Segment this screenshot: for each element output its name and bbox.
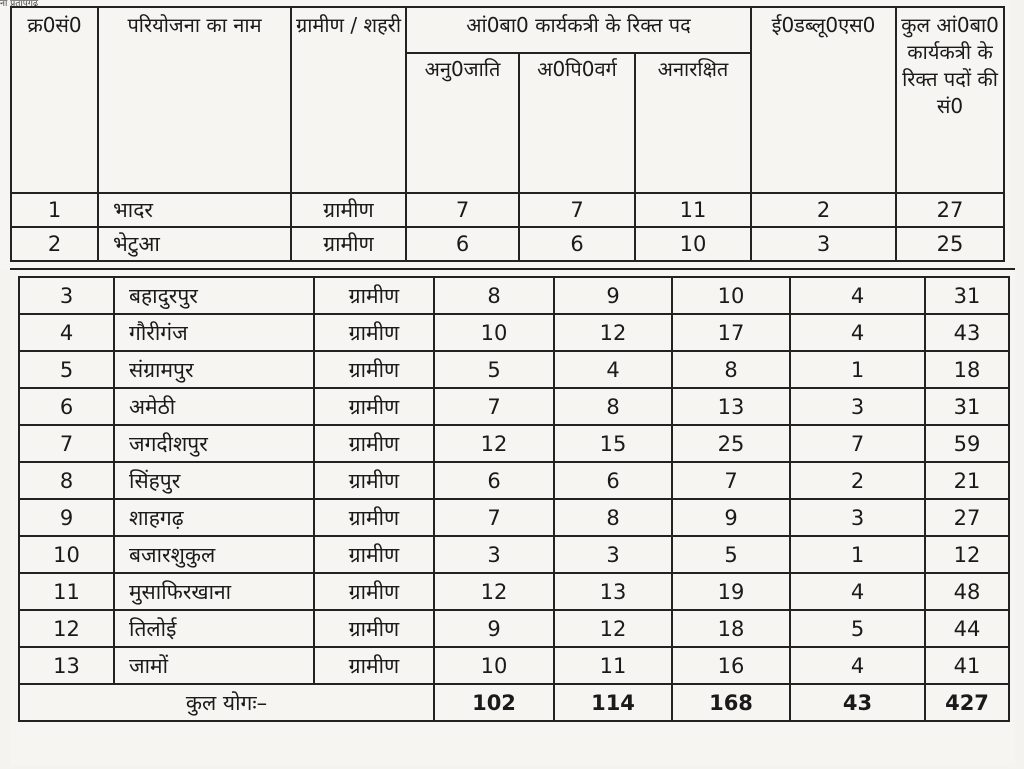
sc-cell: 6 xyxy=(406,227,519,261)
vacancy-table-body-part xyxy=(18,276,1010,722)
sc-cell: 12 xyxy=(434,573,554,610)
sc-cell: 10 xyxy=(434,647,554,684)
obc-cell: 7 xyxy=(519,193,635,227)
obc-cell: 13 xyxy=(554,573,672,610)
table-row xyxy=(19,499,1009,536)
unreserved-cell: 13 xyxy=(672,388,790,425)
ews-cell: 4 xyxy=(790,647,925,684)
header-unreserved: अनारक्षित xyxy=(635,53,751,193)
obc-cell: 3 xyxy=(554,536,672,573)
header-ews: ई0डब्लू0एस0 xyxy=(751,7,896,193)
serial-cell: 5 xyxy=(19,351,114,388)
project-name-cell: अमेठी xyxy=(114,388,314,425)
area-cell: ग्रामीण xyxy=(314,388,434,425)
row-total-cell: 31 xyxy=(925,277,1009,314)
obc-cell: 12 xyxy=(554,610,672,647)
header-area: ग्रामीण / शहरी xyxy=(291,7,406,193)
table-row xyxy=(19,536,1009,573)
serial-cell: 9 xyxy=(19,499,114,536)
row-total-cell: 21 xyxy=(925,462,1009,499)
totals-row xyxy=(19,684,1009,721)
area-cell: ग्रामीण xyxy=(291,227,406,261)
area-cell: ग्रामीण xyxy=(314,536,434,573)
area-cell: ग्रामीण xyxy=(314,499,434,536)
unreserved-cell: 16 xyxy=(672,647,790,684)
project-name-cell: तिलोई xyxy=(114,610,314,647)
header-sc: अनु0जाति xyxy=(406,53,519,193)
table-row xyxy=(19,462,1009,499)
row-total-cell: 41 xyxy=(925,647,1009,684)
serial-cell: 12 xyxy=(19,610,114,647)
sc-cell: 5 xyxy=(434,351,554,388)
project-name-cell: शाहगढ़ xyxy=(114,499,314,536)
obc-cell: 6 xyxy=(519,227,635,261)
sc-cell: 3 xyxy=(434,536,554,573)
row-total-cell: 27 xyxy=(896,193,1004,227)
sc-cell: 7 xyxy=(434,388,554,425)
table-row xyxy=(19,573,1009,610)
unreserved-cell: 9 xyxy=(672,499,790,536)
ews-cell: 1 xyxy=(790,351,925,388)
ews-cell: 4 xyxy=(790,314,925,351)
serial-cell: 2 xyxy=(11,227,98,261)
header-serial: क्र0सं0 xyxy=(11,7,98,193)
obc-cell: 12 xyxy=(554,314,672,351)
ews-cell: 1 xyxy=(790,536,925,573)
header-total-vacancies: कुल आं0बा0 कार्यकत्री के रिक्त पदों की सं0 xyxy=(896,7,1004,193)
table-row xyxy=(19,388,1009,425)
unreserved-cell: 10 xyxy=(672,277,790,314)
area-cell: ग्रामीण xyxy=(314,277,434,314)
header-obc: अ0पि0वर्ग xyxy=(519,53,635,193)
table-row xyxy=(11,193,1004,227)
table-row xyxy=(19,314,1009,351)
table-row xyxy=(19,351,1009,388)
project-name-cell: जामों xyxy=(114,647,314,684)
row-total-cell: 44 xyxy=(925,610,1009,647)
obc-cell: 8 xyxy=(554,388,672,425)
obc-cell: 11 xyxy=(554,647,672,684)
ews-cell: 7 xyxy=(790,425,925,462)
obc-cell: 8 xyxy=(554,499,672,536)
serial-cell: 6 xyxy=(19,388,114,425)
unreserved-cell: 10 xyxy=(635,227,751,261)
row-total-cell: 59 xyxy=(925,425,1009,462)
total-unreserved: 168 xyxy=(672,684,790,721)
project-name-cell: भादर xyxy=(98,193,291,227)
table-row xyxy=(19,277,1009,314)
serial-cell: 1 xyxy=(11,193,98,227)
row-total-cell: 48 xyxy=(925,573,1009,610)
serial-cell: 13 xyxy=(19,647,114,684)
totals-label: कुल योगः– xyxy=(19,684,434,721)
sc-cell: 9 xyxy=(434,610,554,647)
ews-cell: 2 xyxy=(790,462,925,499)
sc-cell: 7 xyxy=(434,499,554,536)
obc-cell: 4 xyxy=(554,351,672,388)
ews-cell: 4 xyxy=(790,277,925,314)
row-total-cell: 43 xyxy=(925,314,1009,351)
row-total-cell: 18 xyxy=(925,351,1009,388)
area-cell: ग्रामीण xyxy=(314,647,434,684)
unreserved-cell: 11 xyxy=(635,193,751,227)
unreserved-cell: 7 xyxy=(672,462,790,499)
row-total-cell: 25 xyxy=(896,227,1004,261)
table-row xyxy=(19,647,1009,684)
area-cell: ग्रामीण xyxy=(314,351,434,388)
serial-cell: 8 xyxy=(19,462,114,499)
ews-cell: 4 xyxy=(790,573,925,610)
unreserved-cell: 17 xyxy=(672,314,790,351)
obc-cell: 15 xyxy=(554,425,672,462)
table-row xyxy=(19,425,1009,462)
sc-cell: 12 xyxy=(434,425,554,462)
ews-cell: 3 xyxy=(751,227,896,261)
total-ews: 43 xyxy=(790,684,925,721)
project-name-cell: मुसाफिरखाना xyxy=(114,573,314,610)
cropped-header-text: ना प्रतापगढ़ xyxy=(0,0,39,8)
total-sc: 102 xyxy=(434,684,554,721)
sc-cell: 7 xyxy=(406,193,519,227)
unreserved-cell: 19 xyxy=(672,573,790,610)
ews-cell: 2 xyxy=(751,193,896,227)
header-vacancy-group: आं0बा0 कार्यकत्री के रिक्त पद xyxy=(406,7,751,53)
row-total-cell: 27 xyxy=(925,499,1009,536)
table-row xyxy=(19,610,1009,647)
unreserved-cell: 25 xyxy=(672,425,790,462)
serial-cell: 10 xyxy=(19,536,114,573)
project-name-cell: सिंहपुर xyxy=(114,462,314,499)
serial-cell: 7 xyxy=(19,425,114,462)
unreserved-cell: 5 xyxy=(672,536,790,573)
area-cell: ग्रामीण xyxy=(314,462,434,499)
table-bottom-fragment xyxy=(10,268,1015,765)
area-cell: ग्रामीण xyxy=(314,425,434,462)
sc-cell: 8 xyxy=(434,277,554,314)
project-name-cell: संग्रामपुर xyxy=(114,351,314,388)
obc-cell: 9 xyxy=(554,277,672,314)
sc-cell: 6 xyxy=(434,462,554,499)
ews-cell: 3 xyxy=(790,499,925,536)
ews-cell: 5 xyxy=(790,610,925,647)
area-cell: ग्रामीण xyxy=(314,610,434,647)
serial-cell: 11 xyxy=(19,573,114,610)
project-name-cell: बहादुरपुर xyxy=(114,277,314,314)
table-top-fragment xyxy=(0,0,1010,270)
area-cell: ग्रामीण xyxy=(314,573,434,610)
area-cell: ग्रामीण xyxy=(291,193,406,227)
grand-total: 427 xyxy=(925,684,1009,721)
row-total-cell: 12 xyxy=(925,536,1009,573)
serial-cell: 3 xyxy=(19,277,114,314)
project-name-cell: भेटुआ xyxy=(98,227,291,261)
total-obc: 114 xyxy=(554,684,672,721)
project-name-cell: गौरीगंज xyxy=(114,314,314,351)
project-name-cell: जगदीशपुर xyxy=(114,425,314,462)
unreserved-cell: 18 xyxy=(672,610,790,647)
obc-cell: 6 xyxy=(554,462,672,499)
ews-cell: 3 xyxy=(790,388,925,425)
row-total-cell: 31 xyxy=(925,388,1009,425)
header-project-name: परियोजना का नाम xyxy=(98,7,291,193)
project-name-cell: बजारशुकुल xyxy=(114,536,314,573)
unreserved-cell: 8 xyxy=(672,351,790,388)
sc-cell: 10 xyxy=(434,314,554,351)
vacancy-table-header-part xyxy=(10,6,1005,262)
area-cell: ग्रामीण xyxy=(314,314,434,351)
serial-cell: 4 xyxy=(19,314,114,351)
table-row xyxy=(11,227,1004,261)
